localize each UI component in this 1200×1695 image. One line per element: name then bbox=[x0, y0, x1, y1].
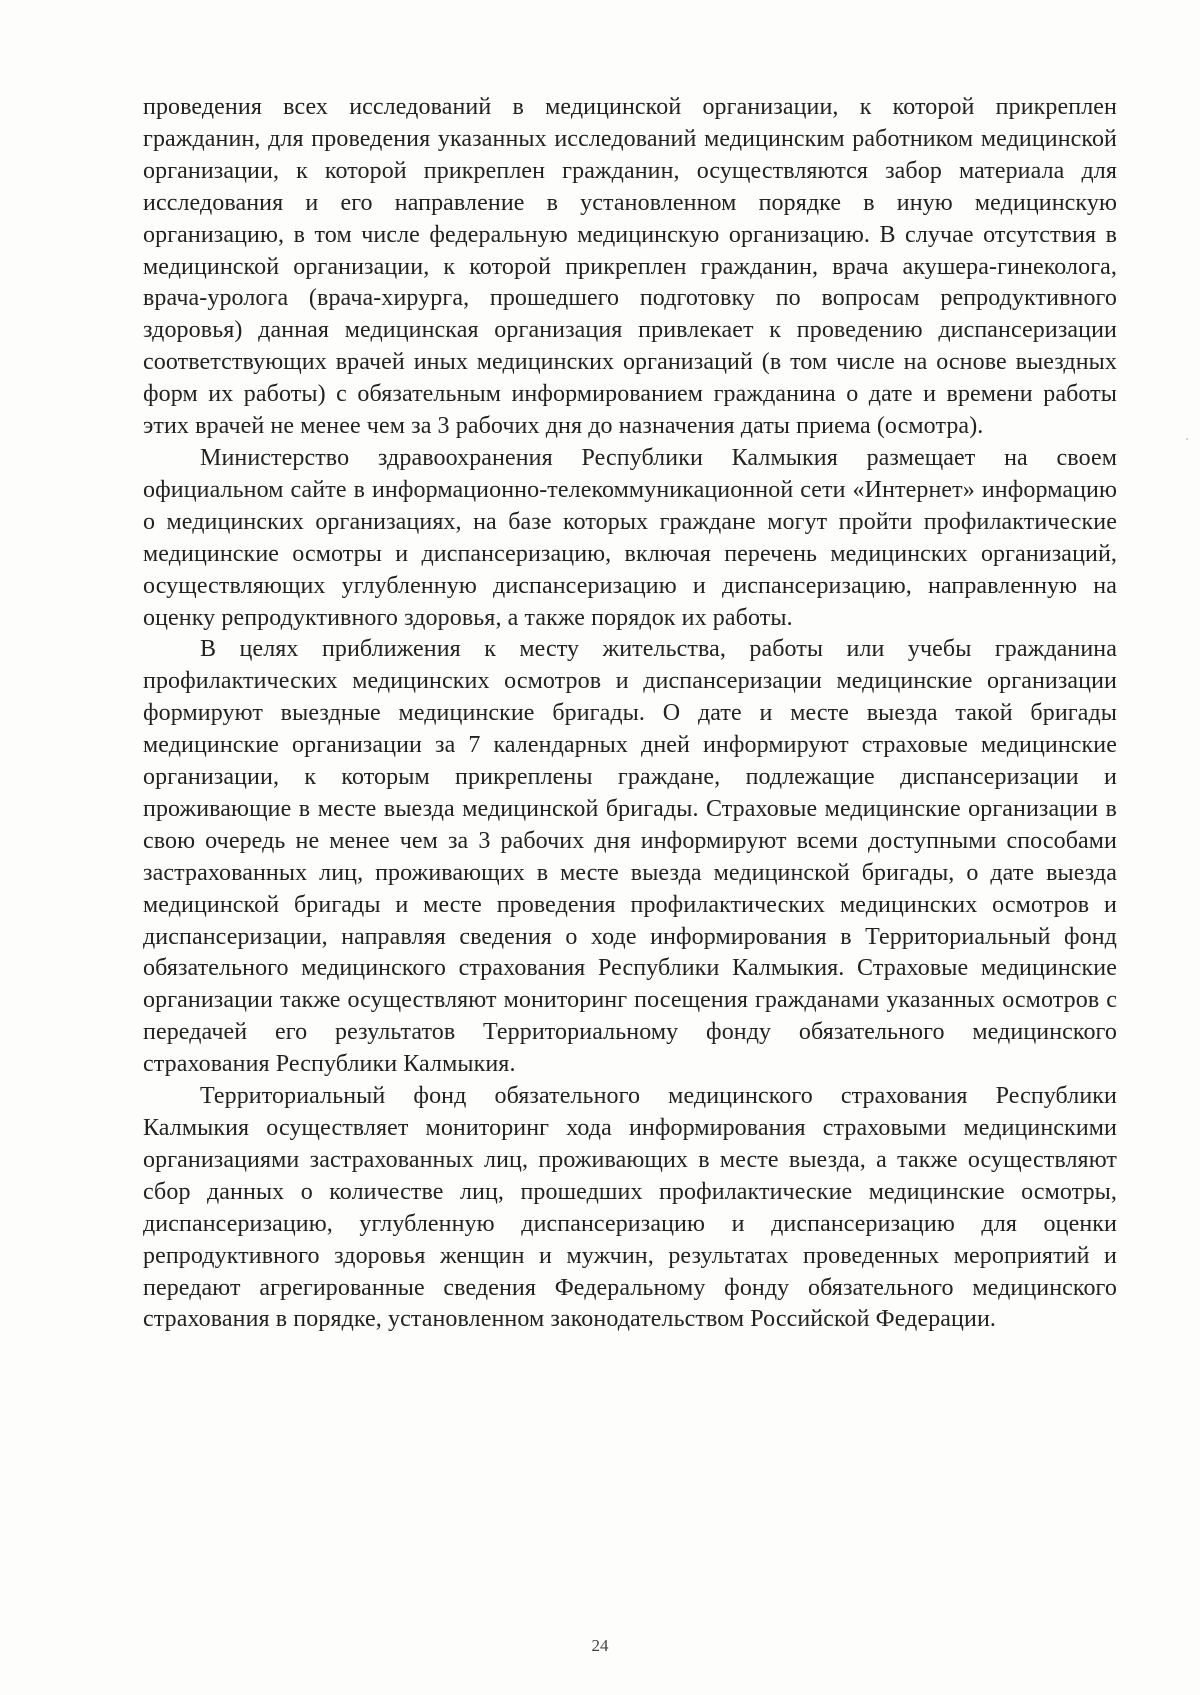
paragraph-territorial-fund: Территориальный фонд обязательного медицинского страхования Республики Калмыкия осуществляет мониторинг хода информирования страховыми медицинскими организациями застрахованных лиц, проживающих в месте выезда, а также осуществляют сбор данных о количестве лиц, прошедших профилактические медицинские осмотры, диспансеризацию, углубленную диспансеризацию и диспансеризацию для оценки репродуктивного здоровья женщин и мужчин, результатах проведенных мероприятий и передают агрегированные сведения Федеральному фонду обязательного медицинского страхования в порядке, установленном законодательством Российской Федерации. bbox=[143, 1083, 1117, 1333]
scan-artifact bbox=[1186, 438, 1188, 440]
paragraph-continuation: проведения всех исследований в медицинской организации, к которой прикреплен гражданин, для проведения указанных исследований медицинским работником медицинской организации, к которой прикреплен гражданин, осуществляются забор материала для исследования и его направление в установленном порядке в иную медицинскую организацию, в том числе федеральную медицинскую организацию. В случае отсутствия в медицинской организации, к которой прикреплен гражданин, врача акушера-гинеколога, врача-уролога (врача-хирурга, прошедшего подготовку по вопросам репродуктивного здоровья) данная медицинская организация привлекает к проведению диспансеризации соответствующих врачей иных медицинских организаций (в том числе на основе выездных форм их работы) с обязательным информированием гражданина о дате и времени работы этих врачей не менее чем за 3 рабочих дня до назначения даты приема (осмотра). bbox=[143, 94, 1117, 440]
document-body bbox=[143, 92, 1117, 1336]
paragraph-mobile-brigades: В целях приближения к месту жительства, работы или учебы гражданина профилактических медицинских осмотров и диспансеризации медицинские организации формируют выездные медицинские бригады. О дате и месте выезда такой бригады медицинские организации за 7 календарных дней информируют страховые медицинские организации, к которым прикреплены граждане, подлежащие диспансеризации и проживающие в месте выезда медицинской бригады. Страховые медицинские организации в свою очередь не менее чем за 3 рабочих дня информируют всеми доступными способами застрахованных лиц, проживающих в месте выезда медицинской бригады, о дате выезда медицинской бригады и месте проведения профилактических медицинских осмотров и диспансеризации, направляя сведения о ходе информирования в Территориальный фонд обязательного медицинского страхования Республики Калмыкия. Страховые медицинские организации также осуществляют мониторинг посещения гражданами указанных осмотров с передачей его результатов Территориальному фонду обязательного медицинского страхования Республики Калмыкия. bbox=[143, 636, 1117, 1078]
paragraph-ministry-website: Министерство здравоохранения Республики Калмыкия размещает на своем официальном сайте в информационно-телекоммуникационной сети «Интернет» информацию о медицинских организациях, на базе которых граждане могут пройти профилактические медицинские осмотры и диспансеризацию, включая перечень медицинских организаций, осуществляющих углубленную диспансеризацию и диспансеризацию, направленную на оценку репродуктивного здоровья, а также порядок их работы. bbox=[143, 444, 1117, 631]
page-number: 24 bbox=[591, 1636, 609, 1655]
